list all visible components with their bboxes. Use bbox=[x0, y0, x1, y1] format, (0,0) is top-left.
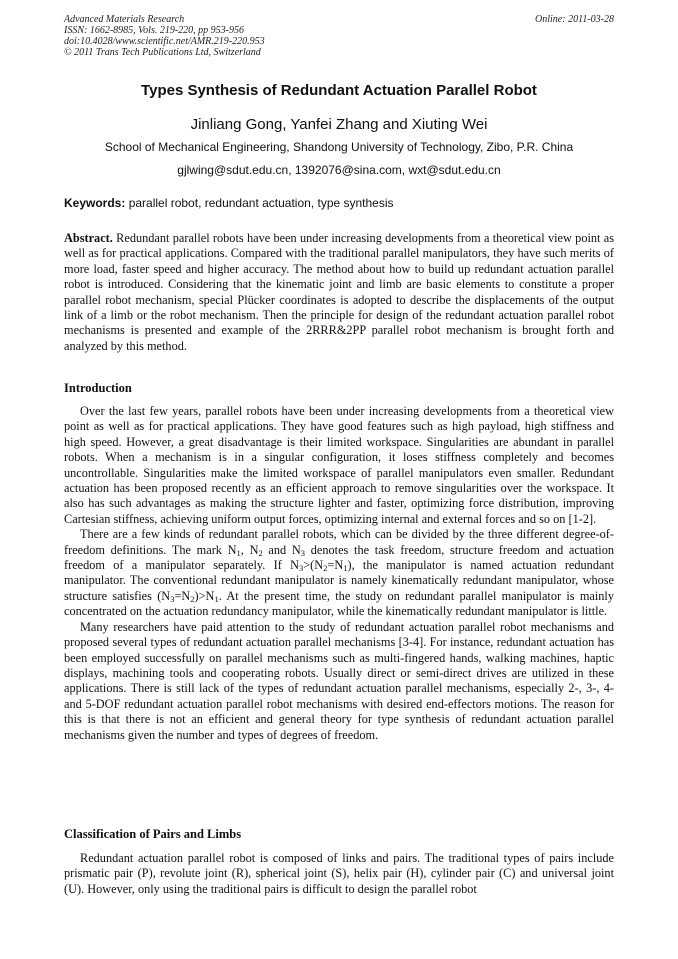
abstract-text: Redundant parallel robots have been under increasing developments from a theoretical view point as well as for practical applications. Compared with the traditional parallel manipulators, they have such merits of more load, faster speed and higher accuracy. The method about how to build up redundant actuation parallel robot is introduced. Considering that the kinematic joint and limb are basic elements to constitute a proper parallel robot mechanism, special Plücker coordinates is adopted to describe the displacements of the output link of a limb or the robot mechanism. Then the principle for design of the redundant actuation parallel robot mechanisms is presented and example of the 2RRR&2PP parallel robot mechanism is brought forth and analyzed by this method. bbox=[64, 231, 614, 353]
author-affiliation: School of Mechanical Engineering, Shandong University of Technology, Zibo, P.R. China bbox=[104, 140, 574, 154]
introduction-section bbox=[64, 404, 614, 743]
journal-info bbox=[64, 14, 614, 58]
journal-name: Advanced Materials Research bbox=[64, 14, 185, 25]
paper-authors: Jinliang Gong, Yanfei Zhang and Xiuting Wei bbox=[190, 116, 488, 133]
journal-header bbox=[64, 14, 614, 58]
keywords-text: parallel robot, redundant actuation, type synthesis bbox=[125, 196, 394, 210]
classification-heading: Classification of Pairs and Limbs bbox=[64, 827, 242, 841]
abstract bbox=[64, 231, 614, 354]
intro-paragraph-1: Over the last few years, parallel robots have been under increasing developments from a theoretical view point as well as for practical applications. They have good features such as high payload, high stiffness and high speed. However, a great disadvantage is their limited workspace. Singularities are abundant in parallel robots. When a mechanism is in a singular configuration, it loses stiffness completely and becomes uncontrollable. Singularities make the limited workspace of parallel manipulators even smaller. Redundant actuation has been proposed recently as an efficient approach to remove singularities over the workspace. It also has such advantages as making the structure lighter and faster, optimizing force distribution, improving Cartesian stiffness, achieving uniform output forces, optimizing internal and external forces and so on [1-2]. bbox=[64, 404, 614, 526]
keywords-label: Keywords: bbox=[64, 196, 126, 210]
author-emails: gjlwing@sdut.edu.cn, 1392076@sina.com, wxt@sdut.edu.cn bbox=[177, 163, 501, 177]
classification-section bbox=[64, 851, 614, 897]
journal-issn: ISSN: 1662-8985, Vols. 219-220, pp 953-956 bbox=[64, 25, 244, 36]
introduction-heading: Introduction bbox=[64, 381, 132, 395]
classification-paragraph-1: Redundant actuation parallel robot is composed of links and pairs. The traditional types of pairs include prismatic pair (P), revolute joint (R), spherical joint (S), helix pair (H), cylinder pair (C) and universal joint (U). However, only using the traditional pairs is difficult to design the parallel robot bbox=[64, 851, 614, 896]
intro-paragraph-3: Many researchers have paid attention to the study of redundant actuation parallel robot mechanisms and proposed several types of redundant actuation parallel mechanisms [3-4]. For instance, redundant actuation has been employed successfully on parallel mechanisms such as multi-fingered hands, walking machines, haptic displays, machining tools and cooperating robots. Usually direct or semi-direct drives are utilized in these applications. There is still lack of the types of redundant actuation parallel mechanisms, especially 2-, 3-, 4- and 5-DOF redundant actuation parallel robot mechanisms with desired end-effectors motions. The reason for this is that there is not an efficient and general theory for type synthesis of redundant actuation parallel mechanisms given the number and types of degrees of freedom. bbox=[64, 619, 614, 742]
abstract-label: Abstract. bbox=[64, 231, 113, 245]
keywords-line bbox=[64, 196, 614, 210]
journal-copyright: © 2011 Trans Tech Publications Ltd, Switzerland bbox=[64, 47, 261, 58]
journal-doi: doi:10.4028/www.scientific.net/AMR.219-220.953 bbox=[64, 36, 265, 47]
intro-paragraph-2: There are a few kinds of redundant parallel robots, which can be divided by the three different degree-of-freedom definitions. The mark $N_1$, $N_2$ and $N_3$ denotes the task freedom, structure freedom and actuation freedom of a manipulator separately. If $N_3>(N_2=N_1)$, the manipulator is named actuation redundant manipulator. The conventional redundant manipulator is namely kinematically redundant manipulator, whose structure satisfies $(N_3=N_2)>N_1$. At the present time, the study on redundant parallel manipulator is mainly concentrated on the actuation redundancy manipulator, while the kinematically redundant manipulator is little. bbox=[64, 527, 615, 619]
paper-title: Types Synthesis of Redundant Actuation Parallel Robot bbox=[141, 82, 537, 99]
online-date: Online: 2011-03-28 bbox=[535, 14, 614, 25]
